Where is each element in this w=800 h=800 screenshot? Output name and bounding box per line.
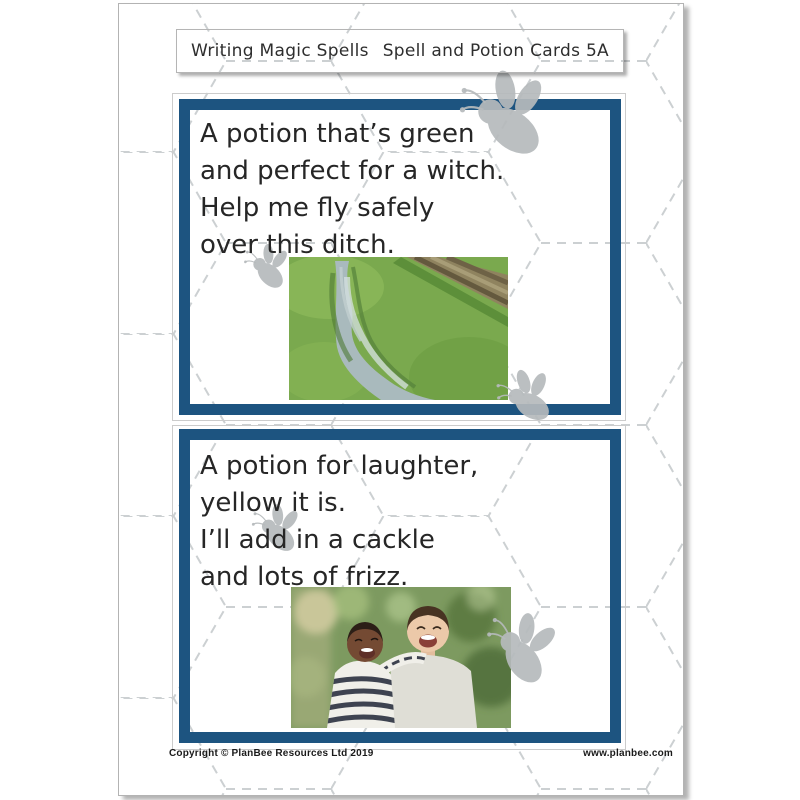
website-text: www.planbee.com xyxy=(583,748,673,759)
bee-icon xyxy=(493,362,568,437)
copyright-text: Copyright © PlanBee Resources Ltd 2019 xyxy=(169,748,374,759)
verse-line: and lots of frizz. xyxy=(200,562,409,592)
verse-line: yellow it is. xyxy=(200,488,346,518)
verse-line: I’ll add in a cackle xyxy=(200,525,435,555)
laughing-boys-photo xyxy=(291,587,511,728)
verse-line: Help me fly safely xyxy=(200,193,435,223)
verse-line: over this ditch. xyxy=(200,230,395,260)
verse-line: and perfect for a witch. xyxy=(200,156,505,186)
spell-verse-2 xyxy=(200,448,478,596)
verse-line: A potion for laughter, xyxy=(200,451,479,481)
footer xyxy=(119,748,683,759)
worksheet-sheet xyxy=(118,3,684,796)
header-box xyxy=(176,29,624,73)
verse-line: A potion that’s green xyxy=(200,119,475,149)
resource-title: Spell and Potion Cards 5A xyxy=(382,41,609,61)
lesson-title: Writing Magic Spells xyxy=(191,41,369,61)
ditch-photo xyxy=(289,257,508,400)
spell-verse-1 xyxy=(200,116,504,264)
